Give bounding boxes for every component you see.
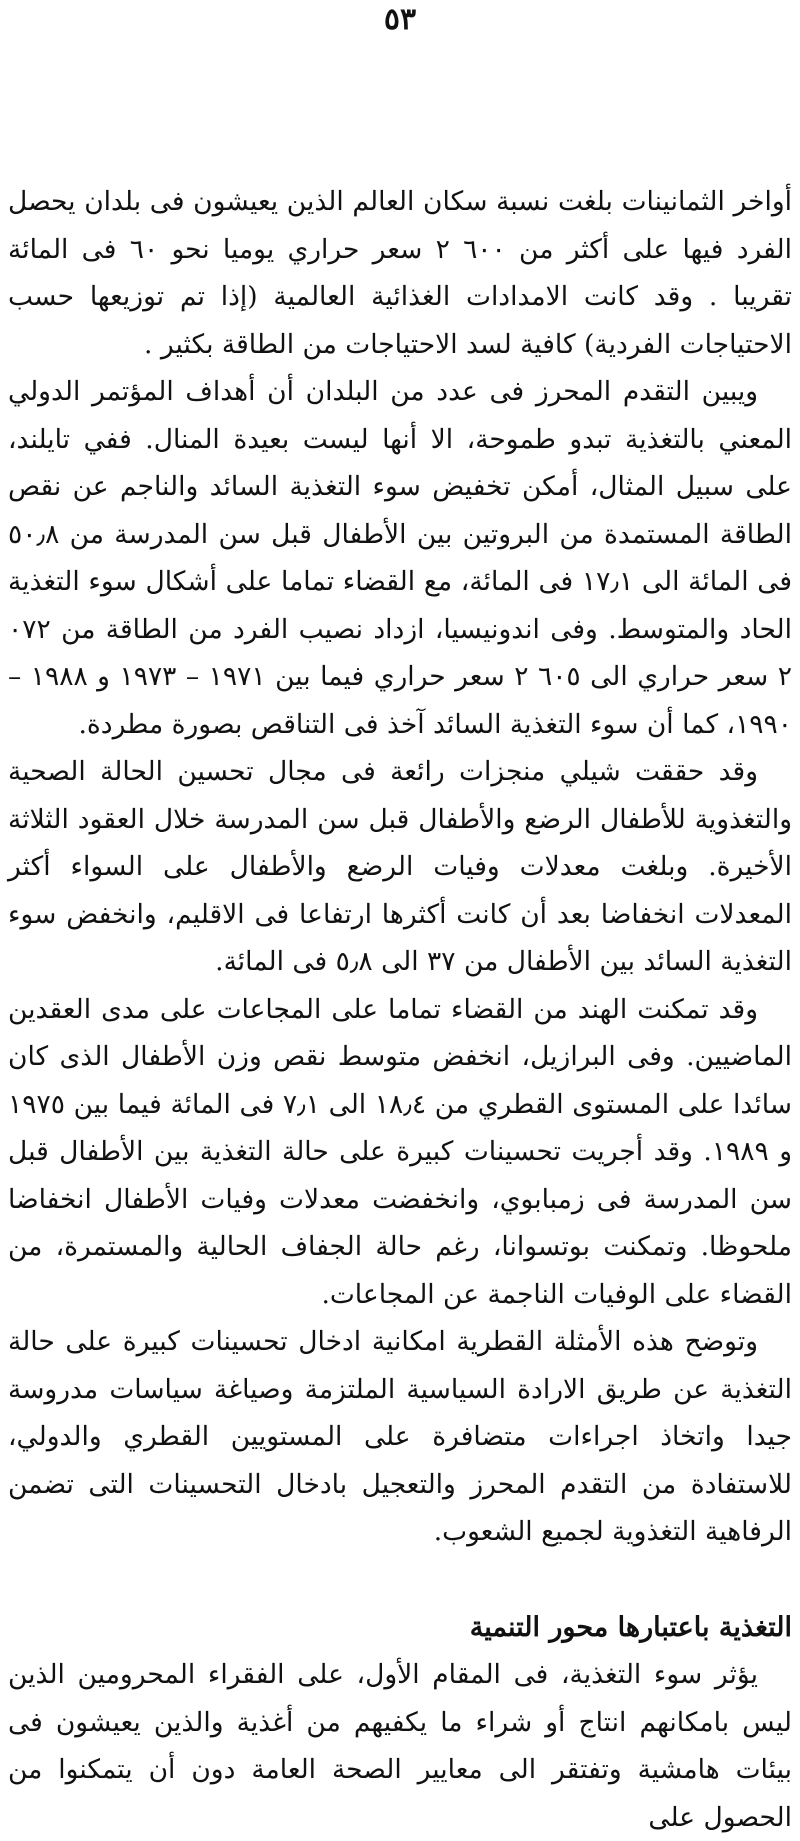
paragraph-india-brazil: وقد تمكنت الهند من القضاء تماما على المجاعات على مدى العقدين الماضيين. وفى البرازيل، انخفض متوسط نقص وزن الأطفال الذى كان سائدا على المستوى القطري من ١٨٫٤ الى ٧٫١ فى المائة فيما بين ١٩٧٥ و ١٩٨٩. وقد أجريت تحسينات كبيرة على حالة التغذية بين الأطفال قبل سن المدرسة فى زمبابوي، وانخفضت معدلات وفيات الأطفال انخفاضا ملحوظا. وتمكنت بوتسوانا، رغم حالة الجفاف الحالية والمستمرة، من القضاء على الوفيات الناجمة عن المجاعات. bbox=[8, 993, 792, 1310]
page-number: ٥٣ bbox=[383, 2, 417, 37]
paragraph-malnutrition-poor: يؤثر سوء التغذية، فى المقام الأول، على الفقراء المحرومين الذين ليس بامكانهم انتاج أو شراء ما يكفيهم من أغذية والذين يعيشون فى بيئات هامشية وتفتقر الى معايير الصحة العامة دون أن يتمكنوا من الحصول على bbox=[8, 1659, 792, 1833]
paragraph-conclusion: وتوضح هذه الأمثلة القطرية امكانية ادخال تحسينات كبيرة على حالة التغذية عن طريق الارادة السياسية الملتزمة وصياغة سياسات مدروسة جيدا واتخاذ اجراءات متضافرة على المستويين القطري والدولي، للاستفادة من التقدم المحرز والتعجيل بادخال التحسينات التى تضمن الرفاهية التغذوية لجميع الشعوب. bbox=[8, 1326, 792, 1547]
body-text bbox=[8, 178, 792, 1841]
paragraph-chile: وقد حققت شيلي منجزات رائعة فى مجال تحسين الحالة الصحية والتغذوية للأطفال الرضع والأطفال قبل سن المدرسة خلال العقود الثلاثة الأخيرة. وبلغت معدلات وفيات الرضع والأطفال على السواء أكثر المعدلات انخفاضا بعد أن كانت أكثرها ارتفاعا فى الاقليم، وانخفض سوء التغذية السائد بين الأطفال من ٣٧ الى ٥٫٨ فى المائة. bbox=[8, 756, 792, 977]
section-heading: التغذية باعتبارها محور التنمية bbox=[469, 1611, 792, 1643]
paragraph-food-supply: أواخر الثمانينات بلغت نسبة سكان العالم الذين يعيشون فى بلدان يحصل الفرد فيها على أكثر من ٦٠٠ ٢ سعر حراري يوميا نحو ٦٠ فى المائة تقريبا . وقد كانت الامدادات الغذائية العالمية (إذا تم توزيعها حسب الاحتياجات الفردية) كافية لسد الاحتياجات من الطاقة بكثير . bbox=[8, 186, 792, 360]
paragraph-progress-examples: ويبين التقدم المحرز فى عدد من البلدان أن أهداف المؤتمر الدولي المعني بالتغذية تبدو طموحة، الا أنها ليست بعيدة المنال. ففي تايلند، على سبيل المثال، أمكن تخفيض سوء التغذية السائد والناجم عن نقص الطاقة المستمدة من البروتين بين الأطفال قبل سن المدرسة من ٥٠٫٨ فى المائة الى ١٧٫١ فى المائة، مع القضاء تماما على أشكال سوء التغذية الحاد والمتوسط. وفى اندونيسيا، ازداد نصيب الفرد من الطاقة من ٠٧٢ ٢ سعر حراري الى ٦٠٥ ٢ سعر حراري فيما بين ١٩٧١ – ١٩٧٣ و ١٩٨٨ – ١٩٩٠، كما أن سوء التغذية السائد آخذ فى التناقص بصورة مطردة. bbox=[8, 376, 793, 740]
